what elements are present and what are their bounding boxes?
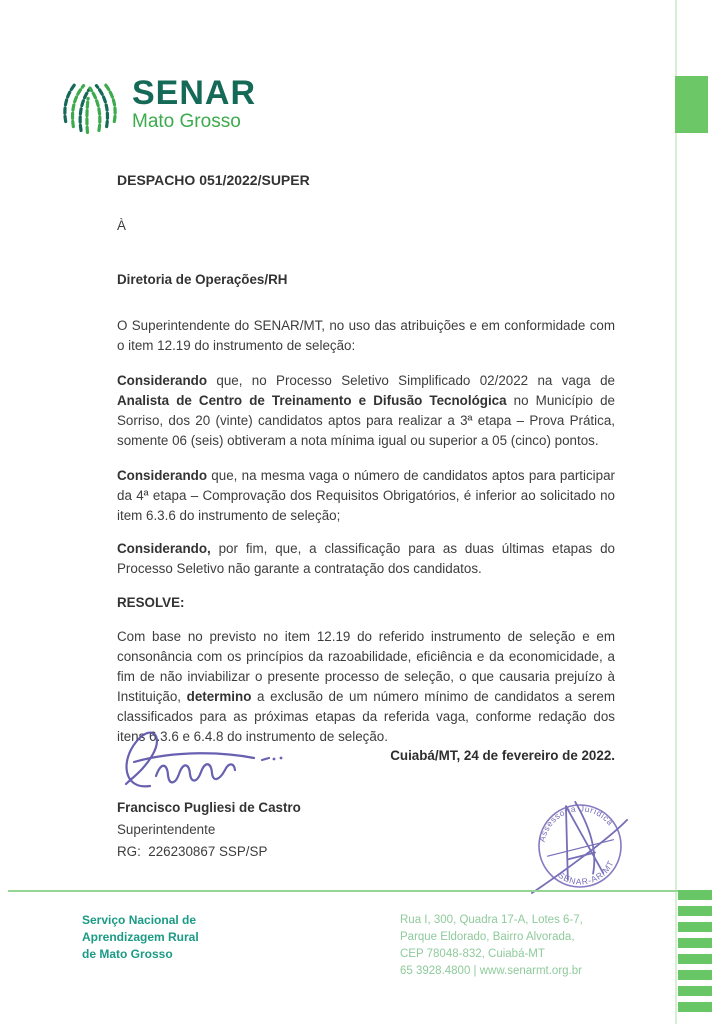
- top-right-green-block: [675, 76, 708, 133]
- footer-divider-line: [8, 890, 702, 892]
- paragraph-intro: O Superintendente do SENAR/MT, no uso das atribuições e em conformidade com o item 12.19 do instrumento de seleção:: [117, 318, 615, 353]
- salutation: À: [117, 218, 126, 233]
- bottom-right-stripes: [678, 890, 712, 1018]
- logo-text: [132, 66, 256, 134]
- paragraph-decision: Com base no previsto no item 12.19 do referido instrumento de seleção e em consonância com os princípios da razoabilidade, eficiência e da economicidade, a fim de não inviabilizar o presente processo de seleção, o que causaria prejuízo à Instituição, determino a exclusão de um número mínimo de candidatos a serem classificados para as próximas etapas da referida vaga, conforme redação dos itens 6.3.6 e 6.4.8 do instrumento de seleção.: [117, 629, 615, 744]
- logo-wordmark: SENAR: [132, 74, 257, 112]
- green-stripe: [678, 970, 712, 980]
- footer-address-line: 65 3928.4800 | www.senarmt.org.br: [400, 965, 582, 977]
- paragraph-considerando-2: Considerando que, na mesma vaga o número de candidatos aptos para participar da 4ª etapa – Comprovação dos Requisitos Obrigatórios, é inferior ao solicitado no item 6.3.6 do instrumento de seleção;: [117, 468, 615, 523]
- signature-block: [117, 797, 301, 863]
- dateline: Cuiabá/MT, 24 de fevereiro de 2022.: [390, 748, 615, 763]
- footer-organization: [82, 912, 199, 963]
- footer-address-line: Parque Eldorado, Bairro Alvorada,: [400, 931, 575, 943]
- footer-org-line: de Mato Grosso: [82, 947, 173, 961]
- footer-org-line: Aprendizagem Rural: [82, 930, 199, 944]
- green-stripe: [678, 906, 712, 916]
- green-stripe: [678, 1002, 712, 1012]
- green-stripe: [678, 954, 712, 964]
- resolve-heading: RESOLVE:: [117, 595, 185, 610]
- green-stripe: [678, 938, 712, 948]
- senar-logo-icon: [58, 66, 122, 136]
- footer-address-line: CEP 78048-832, Cuiabá-MT: [400, 948, 545, 960]
- footer-address-line: Rua I, 300, Quadra 17-A, Lotes 6-7,: [400, 914, 583, 926]
- stamp-top-text: Assessoria Jurídica: [536, 803, 616, 843]
- signer-name: Francisco Pugliesi de Castro: [117, 800, 301, 815]
- footer-org-line: Serviço Nacional de: [82, 913, 197, 927]
- right-edge-line: [675, 0, 677, 1024]
- stamp-bottom-text: SENAR-AR/MT: [556, 858, 616, 887]
- green-stripe: [678, 922, 712, 932]
- juridical-stamp: [520, 787, 640, 905]
- document-body: [117, 170, 615, 762]
- paragraph-considerando-3: Considerando, por fim, que, a classificação para as duas últimas etapas do Processo Seletivo não garante a contratação dos candidatos.: [117, 541, 615, 576]
- signer-rg: RG: 226230867 SSP/SP: [117, 844, 268, 859]
- green-stripe: [678, 890, 712, 900]
- logo-region: Mato Grosso: [132, 111, 241, 132]
- document-heading: DESPACHO 051/2022/SUPER: [117, 172, 310, 188]
- footer-address: [400, 912, 583, 980]
- addressee: Diretoria de Operações/RH: [117, 272, 288, 287]
- signer-role: Superintendente: [117, 822, 216, 837]
- handwritten-signature: [106, 726, 321, 808]
- paragraph-considerando-1: Considerando que, no Processo Seletivo Simplificado 02/2022 na vaga de Analista de Centro de Treinamento e Difusão Tecnológica no Município de Sorriso, dos 20 (vinte) candidatos aptos para realizar a 3ª etapa – Prova Prática, somente 06 (seis) obtiveram a nota mínima igual ou superior a 05 (cinco) pontos.: [117, 373, 615, 448]
- letterhead: [58, 66, 256, 136]
- green-stripe: [678, 986, 712, 996]
